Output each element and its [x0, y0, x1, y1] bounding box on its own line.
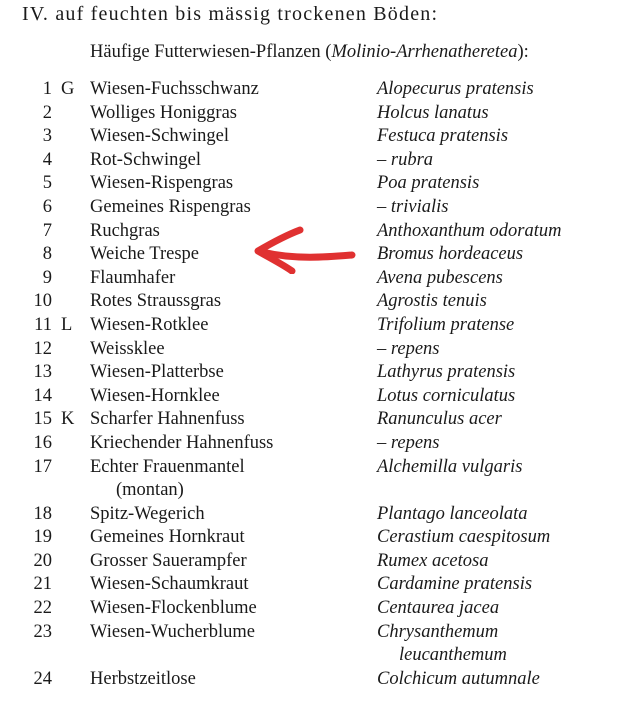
latin-name: Ranunculus acer: [377, 409, 502, 430]
list-item: [0, 315, 641, 339]
item-number: 21: [33, 574, 52, 595]
german-name: Wiesen-Fuchsschwanz: [90, 79, 259, 99]
red-arrow-annotation: [248, 222, 358, 274]
latin-name: Centaurea jacea: [377, 598, 500, 619]
latin-name: – trivialis: [377, 196, 449, 217]
german-name: Spitz-Wegerich: [90, 503, 205, 524]
latin-name: Cardamine pratensis: [377, 574, 533, 595]
german-name: Wiesen-Rotklee: [90, 314, 209, 335]
list-item: [0, 527, 641, 551]
arrow-shaft: [262, 252, 352, 257]
list-item: [0, 339, 641, 363]
latin-name: Plantago lanceolata: [377, 503, 528, 524]
list-item: [0, 79, 641, 103]
list-item: [0, 504, 641, 528]
item-number: 19: [33, 527, 52, 548]
item-number: 1: [42, 79, 52, 99]
item-number: 14: [33, 385, 52, 406]
section-subheading: [90, 42, 529, 63]
german-name: Wiesen-Wucherblume: [90, 621, 255, 642]
group-letter: K: [61, 409, 75, 430]
item-number: 13: [33, 362, 52, 383]
item-number: 24: [33, 668, 52, 689]
list-item: [0, 622, 641, 669]
latin-name-continued: leucanthemum: [399, 645, 507, 666]
latin-name: – rubra: [377, 149, 434, 170]
latin-name: Bromus hordeaceus: [377, 244, 524, 265]
item-number: 2: [42, 102, 52, 123]
subheading-taxon: Molinio-Arrhenatheretea: [331, 42, 518, 62]
plant-list: [0, 79, 641, 692]
german-name: Wiesen-Schwingel: [90, 126, 229, 147]
item-number: 20: [33, 550, 52, 571]
item-number: 6: [42, 196, 52, 217]
german-name: Wiesen-Schaumkraut: [90, 574, 249, 595]
latin-name: Trifolium pratense: [377, 314, 515, 335]
latin-name: Agrostis tenuis: [377, 291, 487, 312]
german-name: Wiesen-Platterbse: [90, 362, 224, 383]
latin-name: Alchemilla vulgaris: [377, 456, 523, 477]
list-item: [0, 574, 641, 598]
german-name: Echter Frauenmantel: [90, 456, 245, 477]
list-item: [0, 103, 641, 127]
latin-name: – repens: [377, 432, 440, 453]
item-number: 3: [42, 126, 52, 147]
german-name: Wiesen-Rispengras: [90, 173, 234, 194]
item-number: 9: [42, 267, 52, 288]
list-item: [0, 291, 641, 315]
list-item: [0, 386, 641, 410]
latin-name: Lathyrus pratensis: [377, 362, 516, 383]
german-name: Flaumhafer: [90, 267, 176, 288]
item-number: 17: [33, 456, 52, 477]
item-number: 7: [42, 220, 52, 241]
latin-name: Holcus lanatus: [377, 102, 489, 123]
latin-name: Festuca pratensis: [377, 126, 509, 147]
german-name: Rotes Straussgras: [90, 291, 222, 312]
item-number: 15: [33, 409, 52, 430]
item-number: 12: [33, 338, 52, 359]
german-name: Weissklee: [90, 338, 165, 359]
subheading-suffix: ):: [517, 42, 529, 62]
item-number: 10: [33, 291, 52, 312]
german-name: Weiche Trespe: [90, 244, 199, 265]
latin-name: Colchicum autumnale: [377, 668, 540, 689]
list-item: [0, 457, 641, 504]
list-item: [0, 362, 641, 386]
item-number: 23: [33, 621, 52, 642]
latin-name: Chrysanthemum: [377, 621, 499, 642]
latin-name: Anthoxanthum odoratum: [377, 220, 562, 241]
list-item: [0, 433, 641, 457]
section-heading: IV. auf feuchten bis mässig trockenen Böden:: [22, 3, 439, 25]
latin-name: Cerastium caespitosum: [377, 527, 551, 548]
list-item: [0, 409, 641, 433]
german-name: Wiesen-Flockenblume: [90, 598, 257, 619]
german-name: Grosser Sauerampfer: [90, 550, 247, 571]
item-number: 22: [33, 598, 52, 619]
latin-name: Rumex acetosa: [377, 550, 489, 571]
german-name: Gemeines Rispengras: [90, 196, 251, 217]
item-number: 18: [33, 503, 52, 524]
list-item: [0, 551, 641, 575]
german-name: Wolliges Honiggras: [90, 102, 238, 123]
latin-name: Lotus corniculatus: [377, 385, 516, 406]
list-item: [0, 669, 641, 693]
item-number: 11: [34, 314, 52, 335]
item-number: 8: [42, 244, 52, 265]
item-number: 4: [42, 149, 52, 170]
latin-name: Poa pratensis: [377, 173, 480, 194]
latin-name: Alopecurus pratensis: [377, 79, 534, 99]
list-item: [0, 173, 641, 197]
german-name: Wiesen-Hornklee: [90, 385, 220, 406]
german-name: Gemeines Hornkraut: [90, 527, 245, 548]
item-number: 5: [42, 173, 52, 194]
arrow-head: [258, 230, 300, 271]
german-name: Scharfer Hahnenfuss: [90, 409, 245, 430]
german-name-continued: (montan): [116, 480, 184, 501]
list-item: [0, 197, 641, 221]
list-item: [0, 150, 641, 174]
latin-name: Avena pubescens: [377, 267, 503, 288]
german-name: Ruchgras: [90, 220, 160, 241]
subheading-prefix: Häufige Futterwiesen-Pflanzen (: [90, 42, 332, 62]
group-letter: L: [61, 314, 73, 335]
list-item: [0, 598, 641, 622]
latin-name: – repens: [377, 338, 440, 359]
list-item: [0, 126, 641, 150]
german-name: Rot-Schwingel: [90, 149, 201, 170]
german-name: Kriechender Hahnenfuss: [90, 432, 274, 453]
german-name: Herbstzeitlose: [90, 668, 196, 689]
item-number: 16: [33, 432, 52, 453]
group-letter: G: [61, 79, 75, 99]
